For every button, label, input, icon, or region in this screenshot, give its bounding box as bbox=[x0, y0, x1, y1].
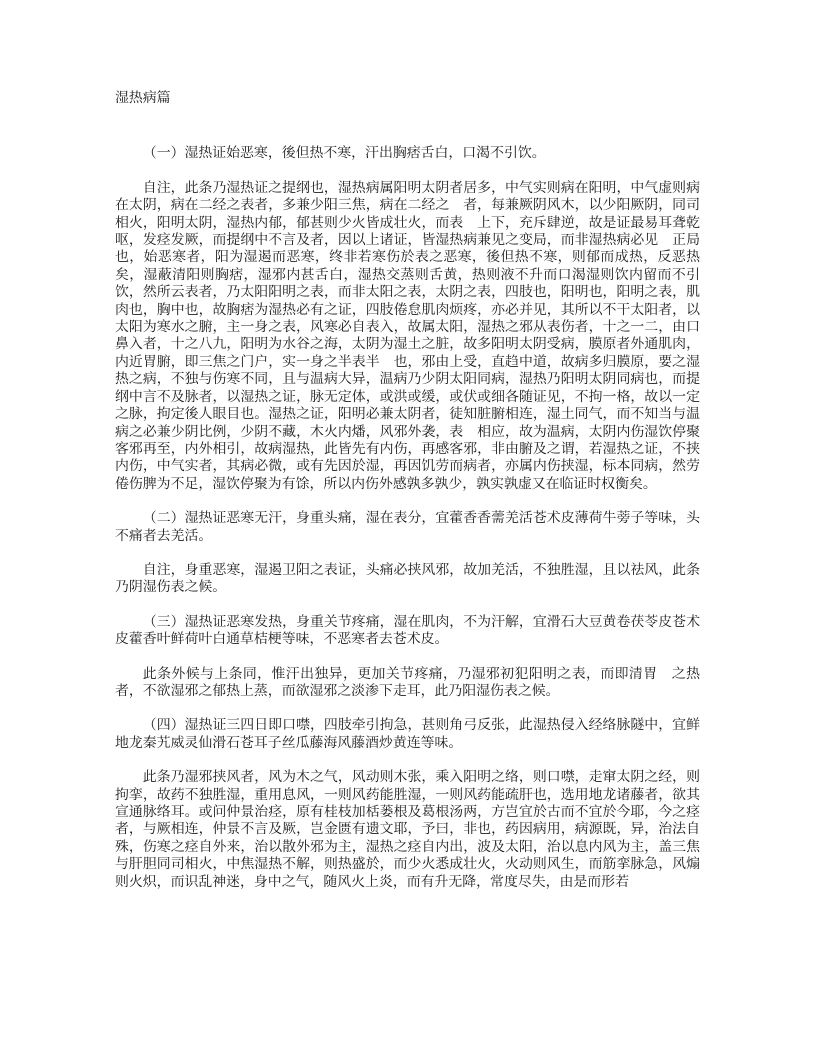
clause-4: （四）湿热证三四日即口噤，四肢牵引拘急，甚则角弓反张，此湿热侵入经络脉隧中，宜鲜地龙秦艽威灵仙滑石苍耳子丝瓜藤海风藤酒炒黄连等味。 bbox=[115, 717, 700, 751]
clause-3-note: 此条外候与上条同，惟汗出独异，更加关节疼痛，乃湿邪初犯阳明之表，而即清胃 之热者，不欲湿邪之郁热上蒸，而欲湿邪之淡渗下走耳，此乃阳湿伤表之候。 bbox=[115, 665, 700, 699]
clause-1-self-note: 自注，此条乃湿热证之提纲也，湿热病属阳明太阴者居多，中气实则病在阳明，中气虚则病在太阴，病在二经之表者，多兼少阳三焦，病在二经之 者，每兼厥阴风木，以少阳厥阴，同司相火，阳明太阴，湿热内郁，郁甚则少火皆成壮火，而表 上下，充斥肆逆，故是证最易耳聋乾呕，发痉发厥，而提纲中不言及者，因以上诸证，皆湿热病兼见之变局，而非湿热病必见 正局也，始恶寒者，阳为湿遏而恶寒，终非若寒伤於表之恶寒，後但热不寒，则郁而成热，反恶热矣，湿蔽清阳则胸痞，湿邪内甚舌白，湿热交蒸则舌黄，热则液不升而口渴湿则饮内留而不引饮，然所云表者，乃太阳阳明之表，而非太阳之表，太阴之表，四肢也，阳明也，阳明之表，肌肉也，胸中也，故胸痞为湿热必有之证，四肢倦怠肌肉烦疼，亦必并见，其所以不干太阳者，以太阳为寒水之腑，主一身之表，风寒必自表入，故属太阳，湿热之邪从表伤者，十之一二，由口鼻入者，十之八九，阳明为水谷之海，太阴为湿土之脏，故多阳明太阴受病，膜原者外通肌肉，内近胃腑，即三焦之门户，实一身之半表半 也，邪由上受，直趋中道，故病多归膜原，要之湿热之病，不独与伤寒不同，且与温病大异，温病乃少阴太阳同病，湿热乃阳明太阴同病也，而提纲中言不及脉者，以湿热之证，脉无定体，或洪或缓，或伏或细各随证见，不拘一格，故以一定之脉，拘定後人眼目也。湿热之证，阳明必兼太阴者，徒知脏腑相连，湿土同气，而不知当与温病之必兼少阴比例，少阴不藏，木火内燔，风邪外袭，表 相应，故为温病，太阴内伤湿饮停聚客邪再至，内外相引，故病湿热，此皆先有内伤，再感客邪，非由腑及之谓，若湿热之证，不挟内伤，中气实者，其病必微，或有先因於湿，再因饥劳而病者，亦属内伤挟湿，标本同病，然劳倦伤脾为不足，湿饮停聚为有馀，所以内伤外感孰多孰少，孰实孰虚又在临证时权衡矣。 bbox=[115, 179, 700, 492]
clause-3: （三）湿热证恶寒发热，身重关节疼痛，湿在肌肉，不为汗解，宜滑石大豆黄卷茯苓皮苍术皮藿香叶鲜荷叶白通草桔梗等味，不恶寒者去苍术皮。 bbox=[115, 613, 700, 648]
document-title: 湿热病篇 bbox=[115, 90, 171, 106]
clause-2: （二）湿热证恶寒无汗，身重头痛，湿在表分，宜藿香香薷羌活苍术皮薄荷牛蒡子等味，头不痛者去羌活。 bbox=[115, 510, 700, 544]
clause-2-self-note: 自注，身重恶寒，湿遏卫阳之表证，头痛必挟风邪，故加羌活，不独胜湿，且以祛风，此条乃阴湿伤表之候。 bbox=[115, 561, 700, 596]
clause-4-note: 此条乃湿邪挟风者，风为木之气，风动则木张，乘入阳明之络，则口噤，走窜太阴之经，则拘挛，故药不独胜湿，重用息风，一则风药能胜湿，一则风药能疏肝也，选用地龙诸藤者，欲其宣通脉络耳。或问仲景治痉，原有桂枝加栝蒌根及葛根汤两，方岂宜於古而不宜於今耶，今之痉者，与厥相连，仲景不言及厥，岂金匮有遗文耶，予曰，非也，药因病用，病源既，异，治法自殊，伤寒之痉自外来，治以散外邪为主，湿热之痉自内出，波及太阳，治以息内风为主，盖三焦与肝胆同司相火，中焦湿热不解，则热盛於，而少火悉成壮火，火动则风生，而筋挛脉急，风煽则火炽，而识乱神迷，身中之气，随风火上炎，而有升无降，常度尽失，由是而形若 bbox=[115, 769, 700, 890]
clause-1: （一）湿热证始恶寒，後但热不寒，汗出胸痞舌白，口渴不引饮。 bbox=[142, 145, 546, 162]
